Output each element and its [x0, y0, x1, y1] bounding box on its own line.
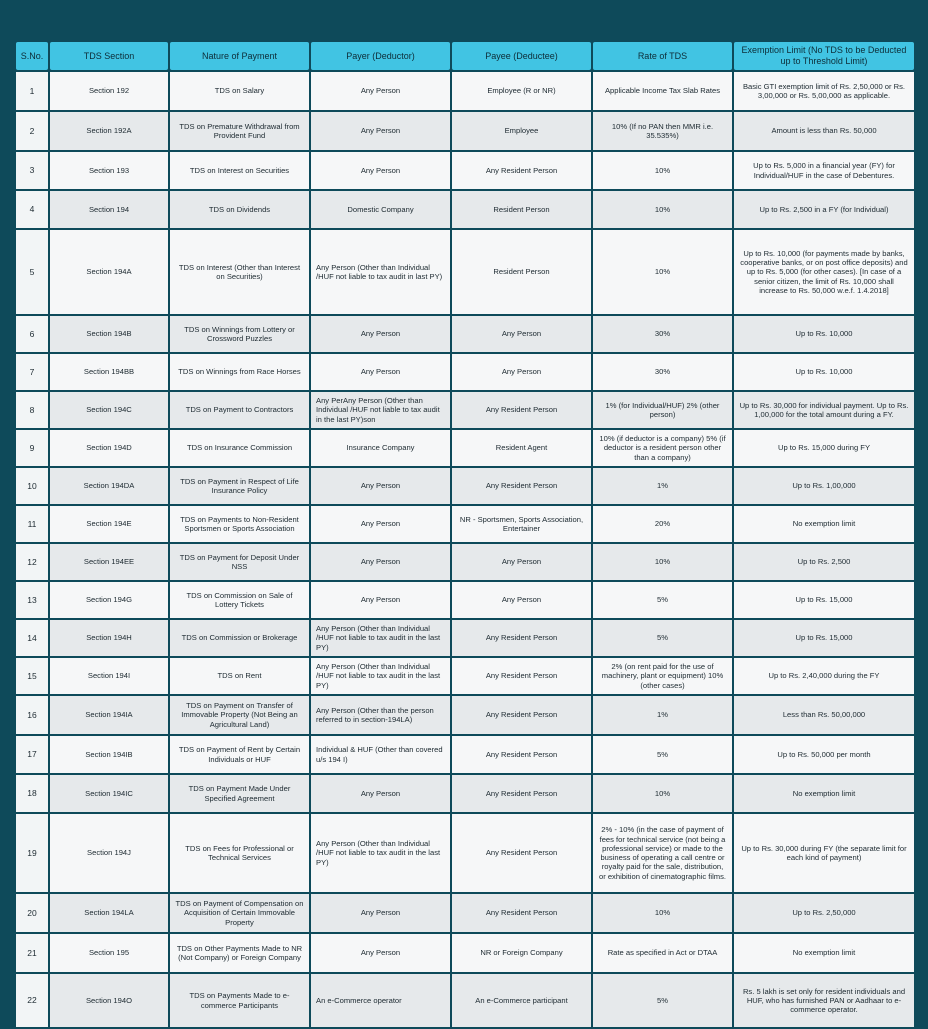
- table-body: [16, 72, 914, 1027]
- cell-limit: Up to Rs. 30,000 for individual payment. Up to Rs. 1,00,000 for the total amount during a FY.: [734, 392, 914, 428]
- cell-section: Section 194J: [50, 814, 168, 892]
- cell-sno: 4: [16, 191, 48, 228]
- table-row: [16, 72, 914, 110]
- cell-payer: Any Person: [311, 894, 450, 932]
- table-row: [16, 934, 914, 972]
- cell-payer: Any Person: [311, 316, 450, 352]
- cell-nature: TDS on Insurance Commission: [170, 430, 309, 466]
- cell-rate: 5%: [593, 620, 732, 656]
- cell-sno: 16: [16, 696, 48, 734]
- cell-payer: Any Person: [311, 582, 450, 618]
- cell-nature: TDS on Payment in Respect of Life Insurance Policy: [170, 468, 309, 504]
- cell-sno: 9: [16, 430, 48, 466]
- table-row: [16, 354, 914, 390]
- cell-nature: TDS on Rent: [170, 658, 309, 694]
- cell-limit: Up to Rs. 2,500: [734, 544, 914, 580]
- cell-sno: 20: [16, 894, 48, 932]
- cell-payer: Any Person (Other than Individual /HUF not liable to tax audit in last PY): [311, 230, 450, 314]
- cell-rate: 10% (if deductor is a company) 5% (if deductor is a resident person other than a company): [593, 430, 732, 466]
- cell-payer: Any Person (Other than Individual /HUF not liable to tax audit in the last PY): [311, 814, 450, 892]
- cell-payer: Any Person: [311, 354, 450, 390]
- table-row: [16, 582, 914, 618]
- cell-sno: 19: [16, 814, 48, 892]
- header-nature: Nature of Payment: [170, 42, 309, 70]
- cell-payer: Any Person: [311, 544, 450, 580]
- cell-limit: Up to Rs. 50,000 per month: [734, 736, 914, 773]
- cell-payer: Any Person: [311, 152, 450, 189]
- cell-limit: Less than Rs. 50,00,000: [734, 696, 914, 734]
- cell-payee: Any Person: [452, 316, 591, 352]
- cell-limit: Up to Rs. 10,000: [734, 316, 914, 352]
- cell-payer: Insurance Company: [311, 430, 450, 466]
- table-row: [16, 430, 914, 466]
- cell-sno: 13: [16, 582, 48, 618]
- cell-rate: 10% (If no PAN then MMR i.e. 35.535%): [593, 112, 732, 150]
- cell-limit: Up to Rs. 2,50,000: [734, 894, 914, 932]
- cell-nature: TDS on Other Payments Made to NR (Not Company) or Foreign Company: [170, 934, 309, 972]
- cell-section: Section 194: [50, 191, 168, 228]
- cell-payee: Resident Person: [452, 191, 591, 228]
- table-row: [16, 894, 914, 932]
- table-row: [16, 974, 914, 1027]
- cell-payee: Any Resident Person: [452, 658, 591, 694]
- cell-limit: Up to Rs. 15,000 during FY: [734, 430, 914, 466]
- cell-sno: 22: [16, 974, 48, 1027]
- table-row: [16, 392, 914, 428]
- cell-sno: 6: [16, 316, 48, 352]
- cell-rate: 1%: [593, 696, 732, 734]
- cell-payer: Domestic Company: [311, 191, 450, 228]
- cell-section: Section 194B: [50, 316, 168, 352]
- cell-section: Section 193: [50, 152, 168, 189]
- table-row: [16, 658, 914, 694]
- cell-limit: No exemption limit: [734, 506, 914, 542]
- cell-limit: Up to Rs. 10,000 (for payments made by banks, cooperative banks, or on post office deposits) and up to Rs. 5,000 (for other cases). [In case of a senior citizen, the limit of Rs. 10,000 shall increase to Rs. 50,000 w.e.f. 1.4.2018]: [734, 230, 914, 314]
- cell-payee: Any Resident Person: [452, 468, 591, 504]
- cell-rate: 5%: [593, 582, 732, 618]
- table-row: [16, 620, 914, 656]
- cell-rate: 10%: [593, 191, 732, 228]
- cell-section: Section 194I: [50, 658, 168, 694]
- tds-table-container: [14, 40, 912, 1029]
- cell-rate: Applicable Income Tax Slab Rates: [593, 72, 732, 110]
- cell-limit: Up to Rs. 10,000: [734, 354, 914, 390]
- cell-limit: Up to Rs. 1,00,000: [734, 468, 914, 504]
- cell-section: Section 194E: [50, 506, 168, 542]
- cell-rate: 1%: [593, 468, 732, 504]
- cell-payee: NR - Sportsmen, Sports Association, Entertainer: [452, 506, 591, 542]
- cell-section: Section 194EE: [50, 544, 168, 580]
- cell-payer: Any Person (Other than the person referred to in section-194LA): [311, 696, 450, 734]
- header-row: [16, 42, 914, 70]
- cell-section: Section 192: [50, 72, 168, 110]
- cell-sno: 8: [16, 392, 48, 428]
- cell-rate: 20%: [593, 506, 732, 542]
- cell-limit: Up to Rs. 15,000: [734, 620, 914, 656]
- cell-payer: Any Person: [311, 112, 450, 150]
- cell-payee: Any Resident Person: [452, 814, 591, 892]
- cell-sno: 5: [16, 230, 48, 314]
- cell-section: Section 194O: [50, 974, 168, 1027]
- cell-payer: Any Person: [311, 506, 450, 542]
- cell-rate: 10%: [593, 230, 732, 314]
- cell-nature: TDS on Payment to Contractors: [170, 392, 309, 428]
- cell-nature: TDS on Winnings from Race Horses: [170, 354, 309, 390]
- cell-sno: 17: [16, 736, 48, 773]
- cell-section: Section 194LA: [50, 894, 168, 932]
- cell-section: Section 194G: [50, 582, 168, 618]
- cell-payer: Individual & HUF (Other than covered u/s 194 I): [311, 736, 450, 773]
- cell-payee: Any Resident Person: [452, 392, 591, 428]
- cell-limit: No exemption limit: [734, 775, 914, 812]
- cell-payer: An e-Commerce operator: [311, 974, 450, 1027]
- cell-limit: Basic GTI exemption limit of Rs. 2,50,000 or Rs. 3,00,000 or Rs. 5,00,000 as applicable.: [734, 72, 914, 110]
- cell-nature: TDS on Salary: [170, 72, 309, 110]
- table-row: [16, 506, 914, 542]
- header-payer: Payer (Deductor): [311, 42, 450, 70]
- cell-payee: Any Person: [452, 544, 591, 580]
- cell-nature: TDS on Fees for Professional or Technical Services: [170, 814, 309, 892]
- cell-payee: NR or Foreign Company: [452, 934, 591, 972]
- cell-sno: 7: [16, 354, 48, 390]
- table-row: [16, 152, 914, 189]
- cell-payee: Any Resident Person: [452, 152, 591, 189]
- cell-rate: Rate as specified in Act or DTAA: [593, 934, 732, 972]
- cell-section: Section 192A: [50, 112, 168, 150]
- cell-payer: Any PerAny Person (Other than Individual /HUF not liable to tax audit in the last PY)son: [311, 392, 450, 428]
- cell-nature: TDS on Dividends: [170, 191, 309, 228]
- cell-rate: 5%: [593, 736, 732, 773]
- cell-limit: Up to Rs. 30,000 during FY (the separate limit for each kind of payment): [734, 814, 914, 892]
- header-sno: S.No.: [16, 42, 48, 70]
- cell-limit: Up to Rs. 2,40,000 during the FY: [734, 658, 914, 694]
- cell-nature: TDS on Payments Made to e-commerce Participants: [170, 974, 309, 1027]
- table-row: [16, 230, 914, 314]
- cell-rate: 1% (for Individual/HUF) 2% (other person): [593, 392, 732, 428]
- table-row: [16, 814, 914, 892]
- cell-payee: Any Resident Person: [452, 696, 591, 734]
- cell-nature: TDS on Payments to Non-Resident Sportsmen or Sports Association: [170, 506, 309, 542]
- cell-payee: Any Resident Person: [452, 894, 591, 932]
- cell-sno: 18: [16, 775, 48, 812]
- cell-nature: TDS on Winnings from Lottery or Crossword Puzzles: [170, 316, 309, 352]
- table-row: [16, 468, 914, 504]
- cell-sno: 21: [16, 934, 48, 972]
- cell-section: Section 194D: [50, 430, 168, 466]
- cell-section: Section 194H: [50, 620, 168, 656]
- cell-nature: TDS on Payment Made Under Specified Agreement: [170, 775, 309, 812]
- cell-payer: Any Person: [311, 934, 450, 972]
- table-row: [16, 696, 914, 734]
- cell-payer: Any Person: [311, 775, 450, 812]
- cell-payer: Any Person: [311, 468, 450, 504]
- cell-limit: Amount is less than Rs. 50,000: [734, 112, 914, 150]
- cell-payee: Any Person: [452, 354, 591, 390]
- cell-section: Section 194C: [50, 392, 168, 428]
- cell-payee: Resident Agent: [452, 430, 591, 466]
- cell-payee: Any Resident Person: [452, 620, 591, 656]
- cell-rate: 30%: [593, 354, 732, 390]
- cell-nature: TDS on Payment on Transfer of Immovable Property (Not Being an Agricultural Land): [170, 696, 309, 734]
- cell-limit: Up to Rs. 5,000 in a financial year (FY) for Individual/HUF in the case of Debentures.: [734, 152, 914, 189]
- cell-section: Section 194IA: [50, 696, 168, 734]
- cell-rate: 2% (on rent paid for the use of machinery, plant or equipment) 10% (other cases): [593, 658, 732, 694]
- cell-rate: 10%: [593, 775, 732, 812]
- cell-section: Section 195: [50, 934, 168, 972]
- cell-rate: 2% - 10% (in the case of payment of fees for technical service (not being a professional service) or made to the business of operating a call centre or royalty paid for the sale, distribution, or exhibition of cinematographic films.: [593, 814, 732, 892]
- cell-payee: An e-Commerce participant: [452, 974, 591, 1027]
- cell-payee: Resident Person: [452, 230, 591, 314]
- cell-payer: Any Person (Other than Individual /HUF not liable to tax audit in the last PY): [311, 620, 450, 656]
- table-row: [16, 112, 914, 150]
- cell-sno: 11: [16, 506, 48, 542]
- cell-section: Section 194IC: [50, 775, 168, 812]
- header-section: TDS Section: [50, 42, 168, 70]
- cell-section: Section 194A: [50, 230, 168, 314]
- cell-section: Section 194BB: [50, 354, 168, 390]
- cell-rate: 30%: [593, 316, 732, 352]
- cell-rate: 10%: [593, 894, 732, 932]
- cell-sno: 2: [16, 112, 48, 150]
- cell-nature: TDS on Interest (Other than Interest on Securities): [170, 230, 309, 314]
- header-rate: Rate of TDS: [593, 42, 732, 70]
- cell-section: Section 194DA: [50, 468, 168, 504]
- cell-rate: 10%: [593, 544, 732, 580]
- cell-limit: Rs. 5 lakh is set only for resident individuals and HUF, who has furnished PAN or Aadhaar to e-commerce operator.: [734, 974, 914, 1027]
- cell-nature: TDS on Payment for Deposit Under NSS: [170, 544, 309, 580]
- cell-sno: 14: [16, 620, 48, 656]
- cell-sno: 10: [16, 468, 48, 504]
- cell-sno: 3: [16, 152, 48, 189]
- cell-payer: Any Person (Other than Individual /HUF not liable to tax audit in the last PY): [311, 658, 450, 694]
- cell-nature: TDS on Commission or Brokerage: [170, 620, 309, 656]
- cell-limit: Up to Rs. 2,500 in a FY (for Individual): [734, 191, 914, 228]
- cell-nature: TDS on Interest on Securities: [170, 152, 309, 189]
- cell-nature: TDS on Premature Withdrawal from Provident Fund: [170, 112, 309, 150]
- header-limit: Exemption Limit (No TDS to be Deducted up to Threshold Limit): [734, 42, 914, 70]
- cell-limit: No exemption limit: [734, 934, 914, 972]
- cell-payee: Any Person: [452, 582, 591, 618]
- table-row: [16, 775, 914, 812]
- cell-limit: Up to Rs. 15,000: [734, 582, 914, 618]
- cell-sno: 12: [16, 544, 48, 580]
- table-row: [16, 544, 914, 580]
- cell-payer: Any Person: [311, 72, 450, 110]
- cell-nature: TDS on Payment of Compensation on Acquisition of Certain Immovable Property: [170, 894, 309, 932]
- cell-rate: 5%: [593, 974, 732, 1027]
- cell-nature: TDS on Payment of Rent by Certain Individuals or HUF: [170, 736, 309, 773]
- cell-payee: Any Resident Person: [452, 775, 591, 812]
- cell-payee: Employee: [452, 112, 591, 150]
- cell-nature: TDS on Commission on Sale of Lottery Tickets: [170, 582, 309, 618]
- cell-sno: 1: [16, 72, 48, 110]
- table-row: [16, 191, 914, 228]
- cell-rate: 10%: [593, 152, 732, 189]
- cell-payee: Any Resident Person: [452, 736, 591, 773]
- table-row: [16, 316, 914, 352]
- cell-section: Section 194IB: [50, 736, 168, 773]
- tds-table: [14, 40, 916, 1029]
- cell-payee: Employee (R or NR): [452, 72, 591, 110]
- table-row: [16, 736, 914, 773]
- header-payee: Payee (Deductee): [452, 42, 591, 70]
- cell-sno: 15: [16, 658, 48, 694]
